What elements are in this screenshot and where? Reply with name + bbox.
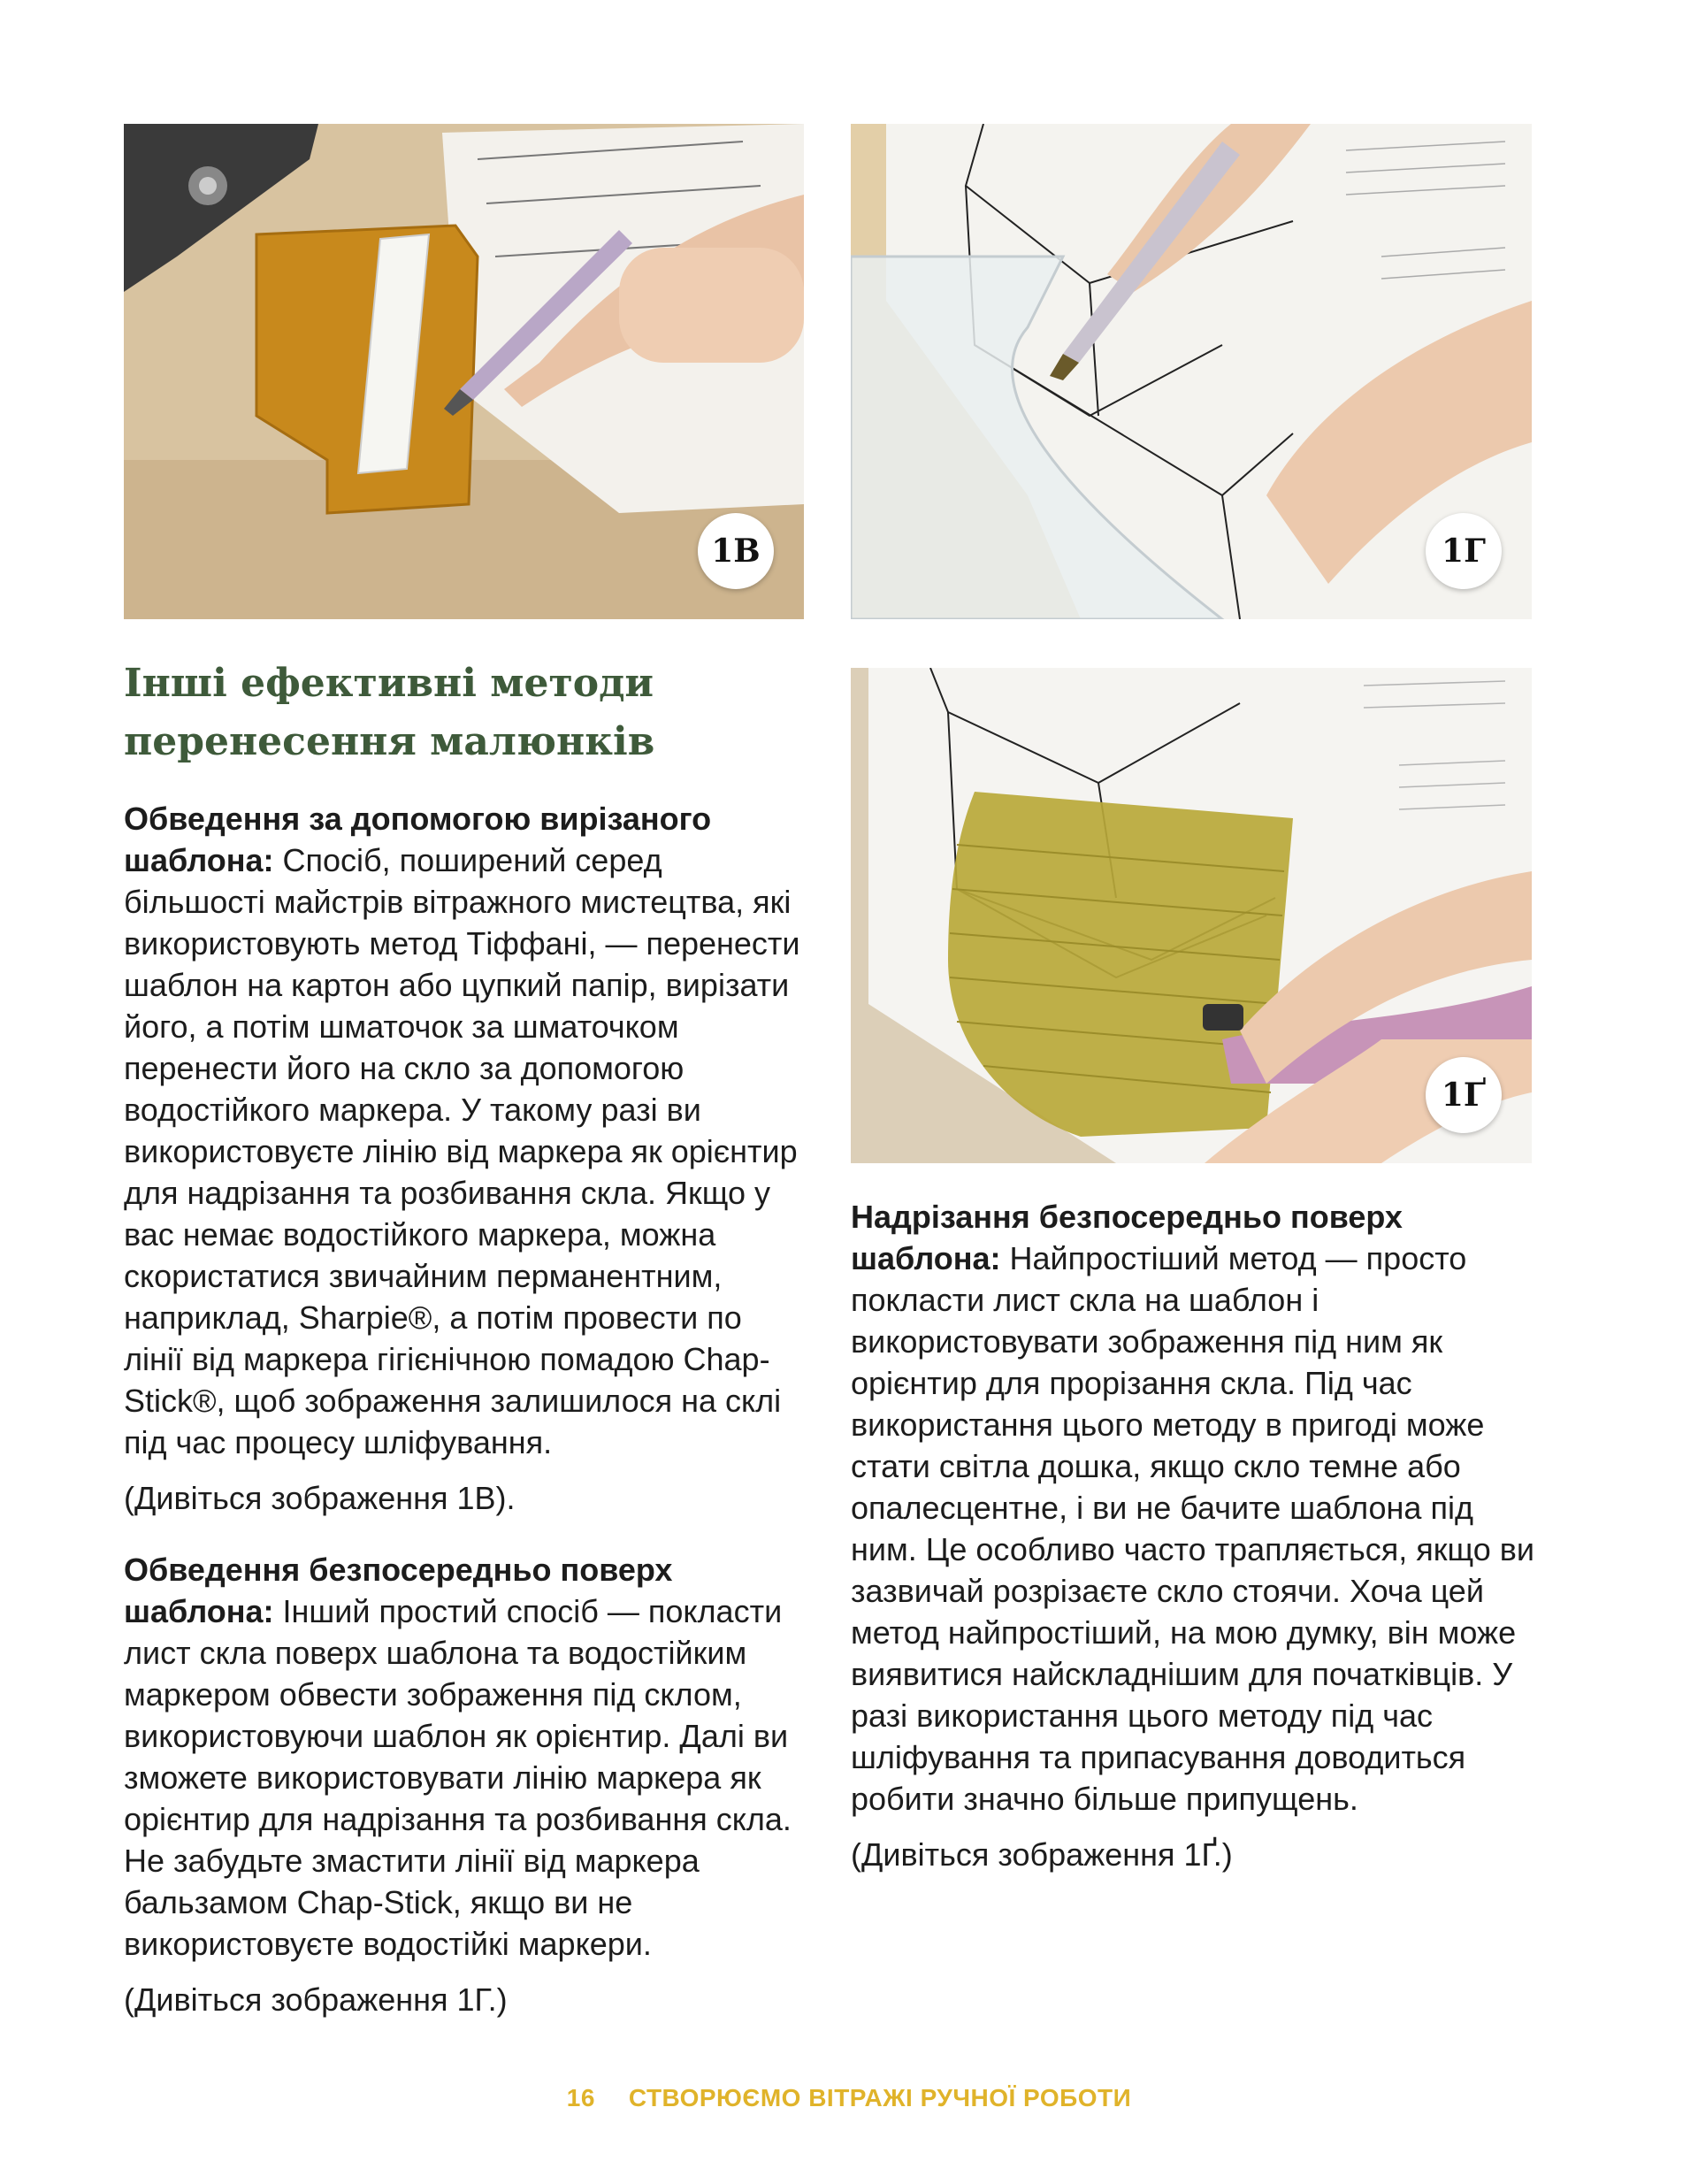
- photo-1v: [124, 124, 804, 619]
- page-footer: [0, 2084, 1698, 2112]
- paragraph-body: Інший простий спосіб — покласти лист скла поверх шаблона та водостійким маркером обвести зображення під склом, використовуючи шаблон як орієнтир. Далі ви зможете використовувати лінію маркера як орієнтир для надрізання та розбивання скла. Не забудьте змастити лінії від маркера бальзамом Chap-Stick, якщо ви не використовуєте водостійкі маркери.: [124, 1593, 792, 1962]
- photo-1g: [851, 668, 1532, 1163]
- paragraph-body: Спосіб, поширений серед більшості майстрів вітражного мистецтва, які використовують метод Тіффані, — перенести шаблон на картон або цупкий папір, вирізати його, а потім шматочок за шматочком перенести його на скло за допомогою водостійкого маркера. У такому разі ви використовуєте лінію від маркера як орієнтир для надрізання та розбивання скла. Якщо у вас немає водостійкого маркера, можна скористатися звичайним перманентним, наприклад, Sharpie®, а потім провести по лінії від маркера гігієнічною помадою Chap-Stick®, щоб зображення залишилося на склі під час процесу шліфування.: [124, 842, 800, 1460]
- figure-badge-1v: 1В: [698, 513, 774, 589]
- right-column: [851, 1196, 1534, 1905]
- book-title: СТВОРЮЄМО ВІТРАЖІ РУЧНОЇ РОБОТИ: [628, 2084, 1132, 2111]
- figure-badge-1g: 1Ґ: [1426, 1057, 1502, 1133]
- page-number: 16: [566, 2084, 595, 2111]
- section-heading: Інші ефективні методи перенесення малюнків: [124, 661, 655, 764]
- paragraph-cut-over-template: [851, 1196, 1534, 1820]
- paragraph-cut-template: [124, 798, 807, 1463]
- figure-badge-1h: 1Г: [1426, 513, 1502, 589]
- photo-1h: [851, 124, 1532, 619]
- paragraph-lead: Надрізання безпосередньо поверх шаблона:: [851, 1199, 1403, 1276]
- paragraph-lead: Обведення безпосередньо поверх шаблона:: [124, 1552, 673, 1629]
- figure-reference: (Дивіться зображення 1В).: [124, 1480, 516, 1516]
- paragraph-body: Найпростіший метод — просто покласти лист скла на шаблон і використовувати зображення під ним як орієнтир для прорізання скла. Під час використання цього методу в пригоді може стати світла дошка, якщо скло темне або опалесцентне, і ви не бачите шаблона під ним. Це особливо часто трапляється, якщо ви зазвичай розрізаєте скло стоячи. Хоча цей метод найпростіший, на мою думку, він може виявитися найскладнішим для початківців. У разі використання цього методу під час шліфування та припасування доводиться робити значно більше припущень.: [851, 1240, 1534, 1817]
- paragraph-trace-over-template: [124, 1549, 807, 1965]
- figure-reference: (Дивіться зображення 1Г.): [124, 1981, 508, 2018]
- left-column: [124, 798, 807, 2050]
- figure-reference: (Дивіться зображення 1Ґ.): [851, 1836, 1233, 1873]
- paragraph-lead: Обведення за допомогою вирізаного шаблона:: [124, 801, 712, 878]
